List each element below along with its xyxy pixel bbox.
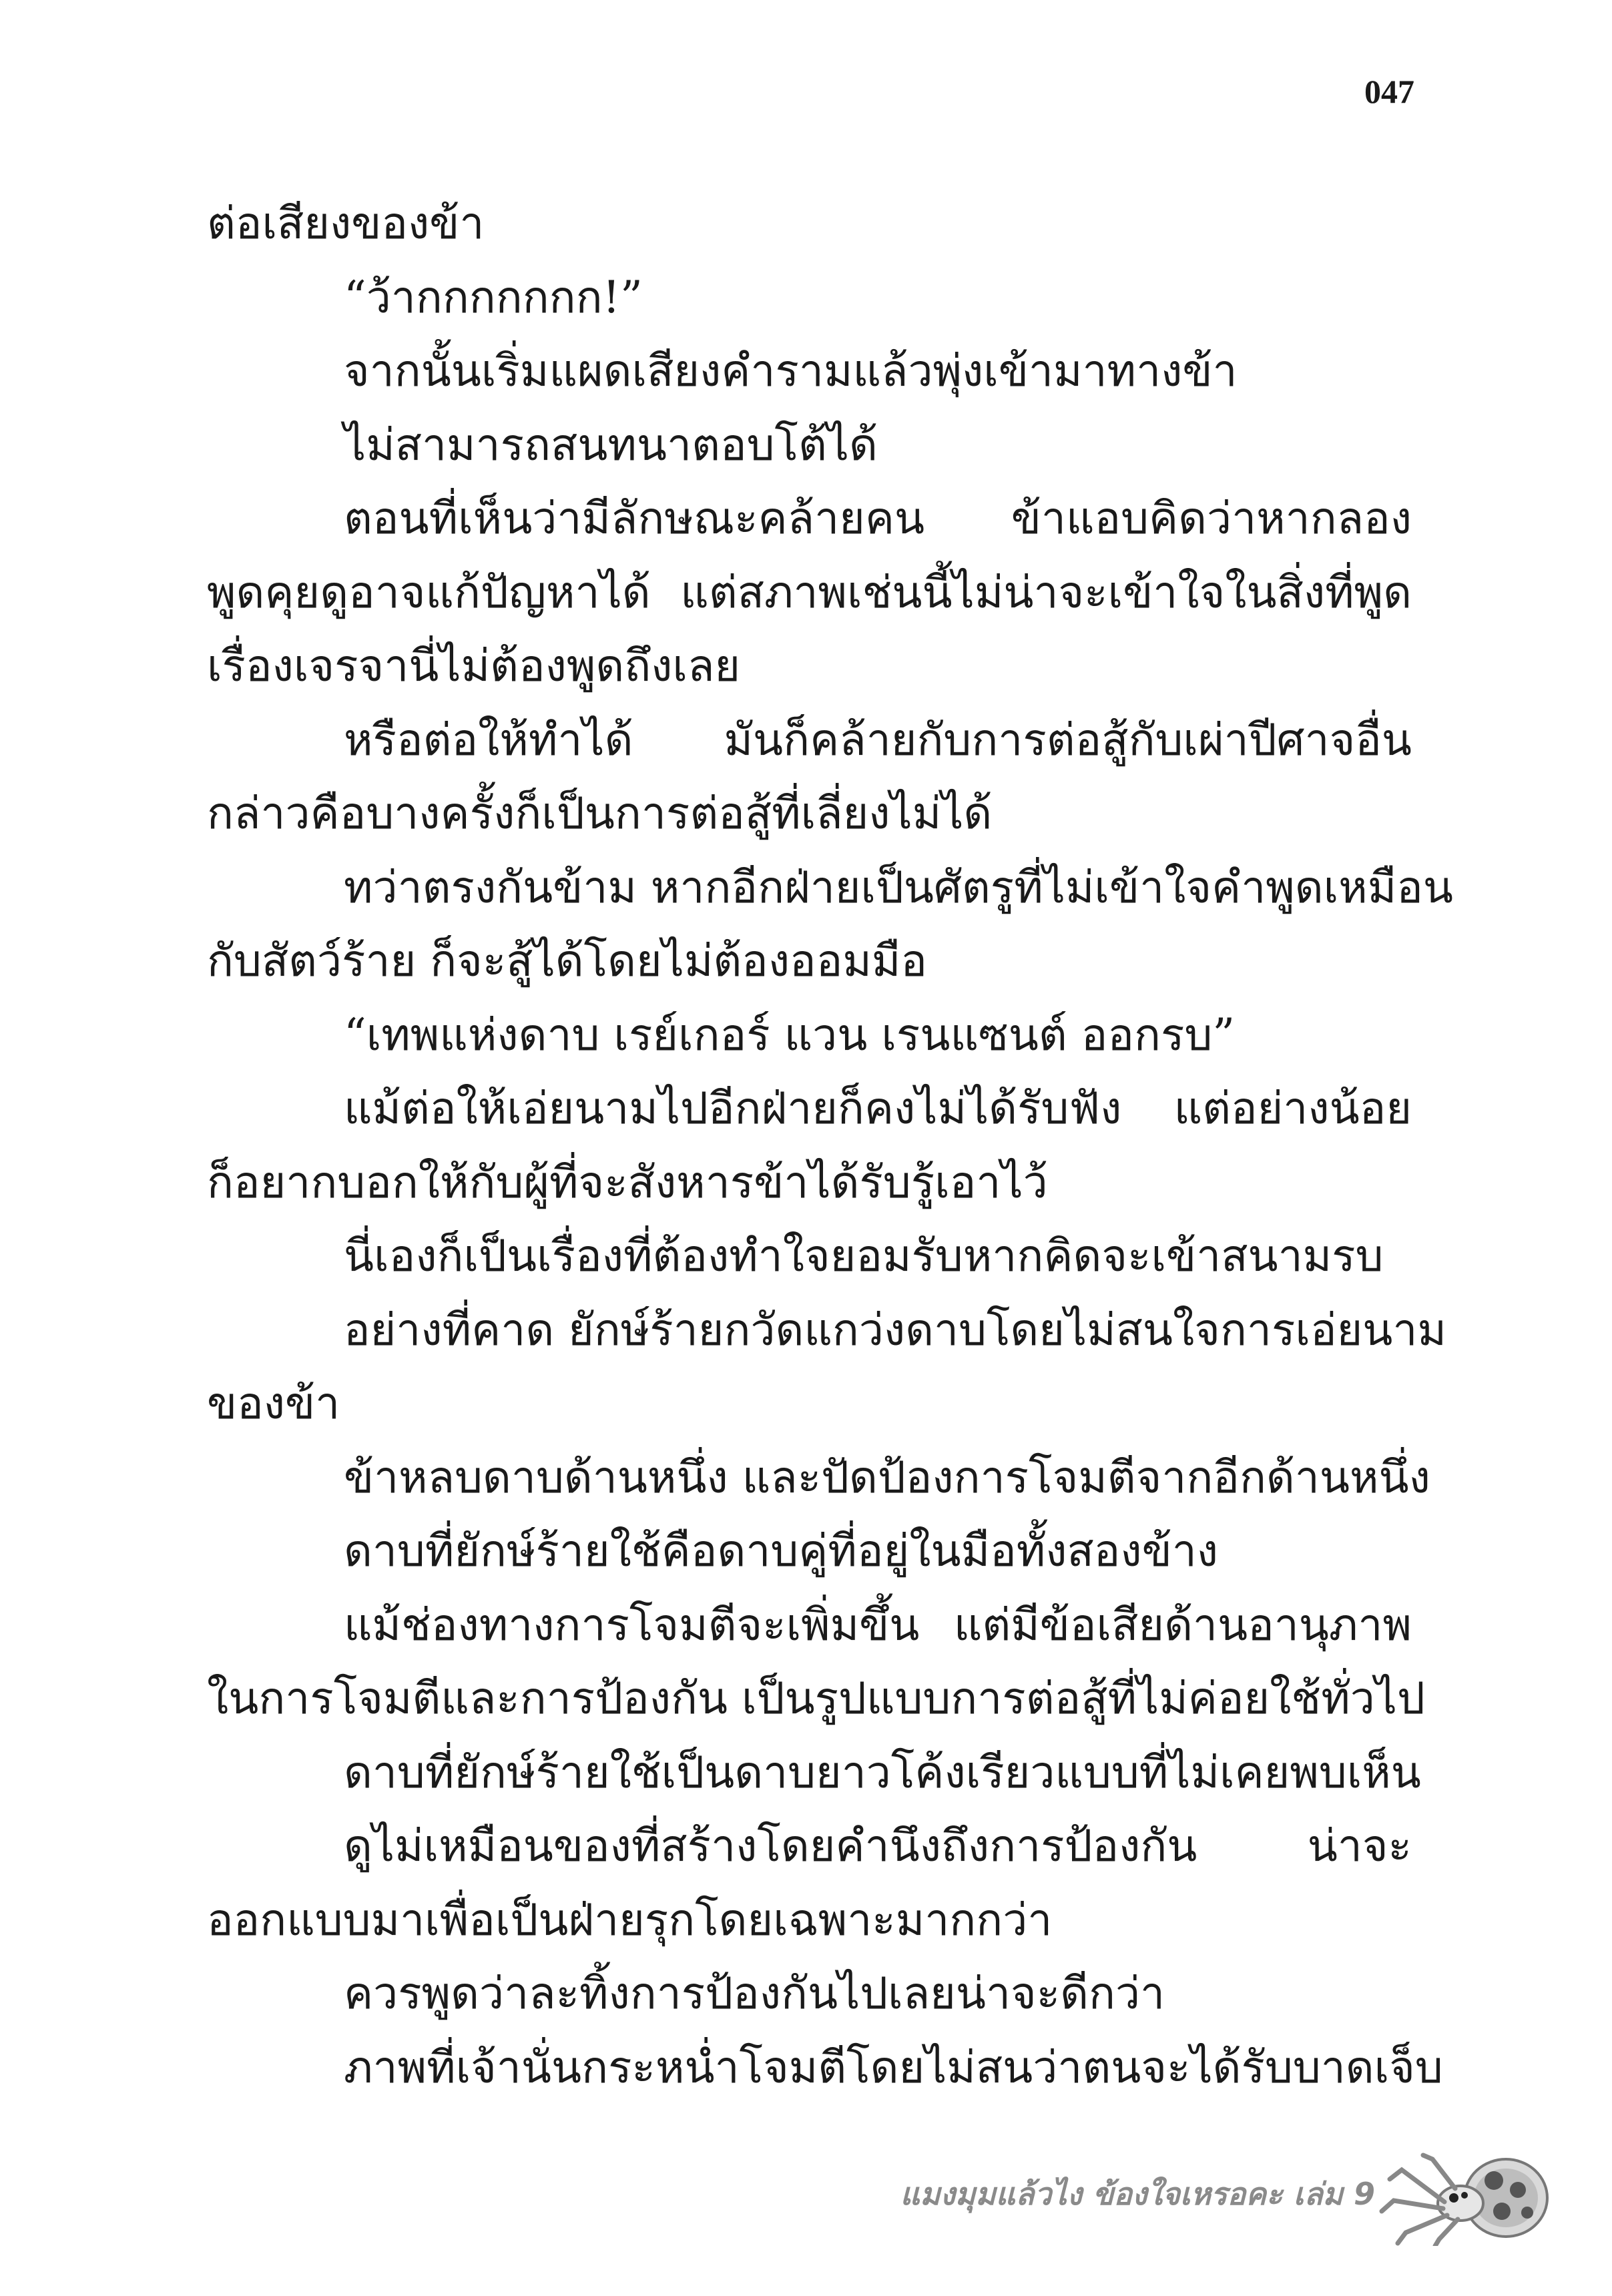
text-line: ของข้า [207,1378,340,1429]
book-title: แมงมุมแล้วไง ข้องใจเหรอคะ เล่ม 9 [900,2176,1375,2212]
text-line: ต่อเสียงของข้า [207,198,485,249]
text-line: ออกแบบมาเพื่อเป็นฝ่ายรุกโดยเฉพาะมากกว่า [207,1894,1053,1946]
page-number: 047 [1364,73,1414,110]
text-line: ตอนที่เห็นว่ามีลักษณะคล้ายคน ข้าแอบคิดว่าหากลอง [344,493,1412,544]
text-line: กล่าวคือบางครั้งก็เป็นการต่อสู้ที่เลี่ยงไม่ได้ [207,788,993,839]
text-line: ดูไม่เหมือนของที่สร้างโดยคำนึงถึงการป้องกัน น่าจะ [344,1820,1412,1872]
text-line: “เทพแห่งดาบ เรย์เกอร์ แวน เรนแซนต์ ออกรบ” [344,1009,1236,1061]
text-line: แม้ช่องทางการโจมตีจะเพิ่มขึ้น แต่มีข้อเสียด้านอานุภาพ [344,1599,1412,1651]
text-line: ภาพที่เจ้านั่นกระหน่ำโจมตีโดยไม่สนว่าตนจะได้รับบาดเจ็บ [344,2041,1443,2093]
text-line: หรือต่อให้ทำได้ มันก็คล้ายกับการต่อสู้กับเผ่าปีศาจอื่น [344,713,1412,766]
text-line: “ว้ากกกกกกก!” [344,271,643,323]
text-line: เรื่องเจรจานี่ไม่ต้องพูดถึงเลย [207,640,741,691]
text-line: ควรพูดว่าละทิ้งการป้องกันไปเลยน่าจะดีกว่า [344,1968,1165,2019]
text-line: ข้าหลบดาบด้านหนึ่ง และปัดป้องการโจมตีจากอีกด้านหนึ่ง [344,1451,1430,1503]
text-line: ดาบที่ยักษ์ร้ายใช้คือดาบคู่ที่อยู่ในมือทั้งสองข้าง [344,1525,1219,1576]
body-text [207,187,1453,2104]
text-line: ก็อยากบอกให้กับผู้ที่จะสังหารข้าได้รับรู้เอาไว้ [207,1156,1048,1208]
text-line: จากนั้นเริ่มแผดเสียงคำรามแล้วพุ่งเข้ามาทางข้า [344,345,1238,396]
text-line: พูดคุยดูอาจแก้ปัญหาได้ แต่สภาพเช่นนี้ไม่น่าจะเข้าใจในสิ่งที่พูด [207,566,1412,618]
footer [761,2152,1549,2226]
text-line: กับสัตว์ร้าย ก็จะสู้ได้โดยไม่ต้องออมมือ [207,935,927,986]
spider-icon [1375,2146,1549,2246]
text-line: ไม่สามารถสนทนาตอบโต้ได้ [344,418,878,471]
text-line: ทว่าตรงกันข้าม หากอีกฝ่ายเป็นศัตรูที่ไม่เข้าใจคำพูดเหมือน [344,861,1453,913]
text-line: นี่เองก็เป็นเรื่องที่ต้องทำใจยอมรับหากคิดจะเข้าสนามรบ [344,1230,1384,1281]
text-line: ในการโจมตีและการป้องกัน เป็นรูปแบบการต่อสู้ที่ไม่ค่อยใช้ทั่วไป [207,1673,1425,1724]
text-line: อย่างที่คาด ยักษ์ร้ายกวัดแกว่งดาบโดยไม่สนใจการเอ่ยนาม [344,1304,1446,1356]
text-line: ดาบที่ยักษ์ร้ายใช้เป็นดาบยาวโค้งเรียวแบบที่ไม่เคยพบเห็น [344,1746,1421,1798]
text-line: แม้ต่อให้เอ่ยนามไปอีกฝ่ายก็คงไม่ได้รับฟัง แต่อย่างน้อย [344,1083,1412,1134]
